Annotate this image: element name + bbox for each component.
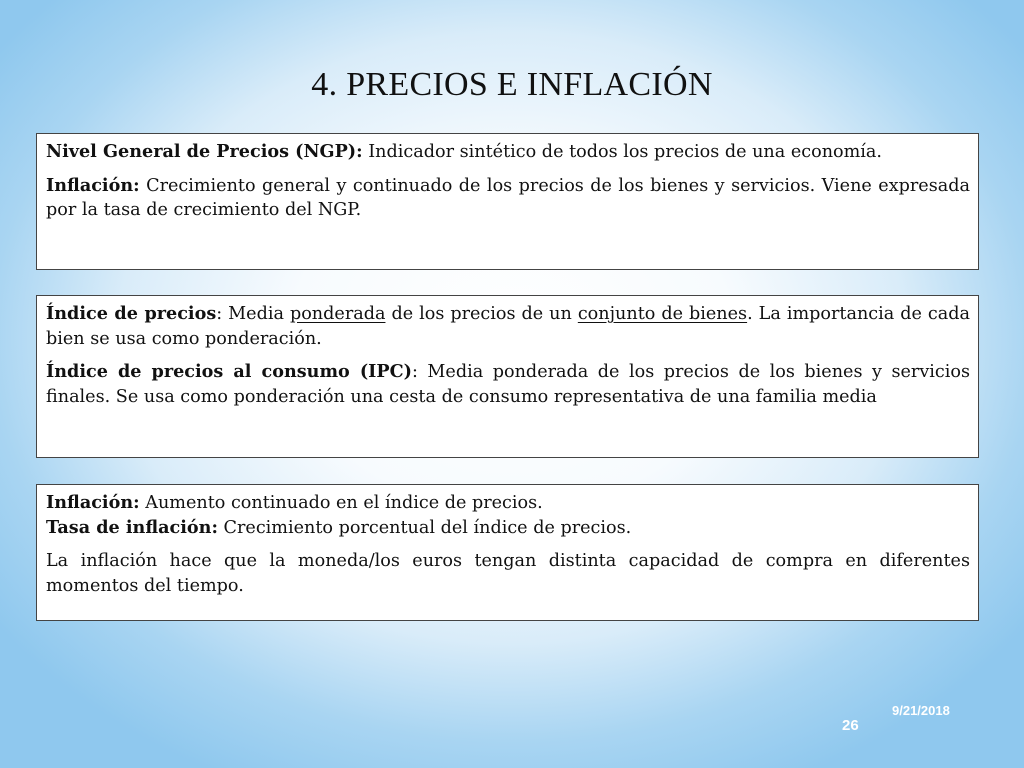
definition-ipc: : Media ponderada de los precios de los bienes y servicios finales. Se usa como ponderación una cesta de consumo representativa de una familia media <box>46 362 970 407</box>
definition-tasa-inflacion: Crecimiento porcentual del índice de precios. <box>217 517 632 538</box>
definition-indice-precios-b: de los precios de un <box>385 304 578 324</box>
term-inflacion: Inflación: <box>46 174 140 196</box>
paragraph-inflacion <box>46 174 970 223</box>
underlined-ponderada: ponderada <box>289 304 386 324</box>
slide-date: 9/21/2018 <box>892 703 950 718</box>
definition-box-tasa-inflacion <box>36 484 979 621</box>
term-ipc: Índice de precios al consumo (IPC) <box>46 361 412 382</box>
definition-inflacion-2: Aumento continuado en el índice de precios. <box>139 493 543 513</box>
paragraph-tasa-inflacion <box>46 516 970 541</box>
definition-box-indices <box>36 295 979 458</box>
paragraph-indice-precios <box>46 302 970 351</box>
definition-box-ngp <box>36 133 979 270</box>
definition-inflacion: Crecimiento general y continuado de los precios de los bienes y servicios. Viene expresada por la tasa de crecimiento del NGP. <box>46 175 970 220</box>
definition-ngp: Indicador sintético de todos los precios de una economía. <box>362 142 883 162</box>
definition-indice-precios-a: : Media <box>216 304 290 324</box>
term-inflacion-2: Inflación: <box>46 492 140 513</box>
paragraph-ngp <box>46 140 970 165</box>
slide-title: 4. PRECIOS E INFLACIÓN <box>311 66 713 103</box>
term-tasa-inflacion: Tasa de inflación: <box>46 516 218 538</box>
definition-indice-precios-c: . La importancia de cada bien se usa como ponderación. <box>46 304 970 349</box>
slide-page-number: 26 <box>842 717 859 734</box>
underlined-conjunto-bienes: conjunto de bienes <box>577 304 748 324</box>
paragraph-inflacion-2 <box>46 491 970 516</box>
paragraph-ipc <box>46 360 970 409</box>
paragraph-capacidad-compra: La inflación hace que la moneda/los euros tengan distinta capacidad de compra en diferentes momentos del tiempo. <box>46 551 970 596</box>
term-ngp: Nivel General de Precios (NGP): <box>46 141 363 162</box>
term-indice-precios: Índice de precios <box>46 303 217 324</box>
